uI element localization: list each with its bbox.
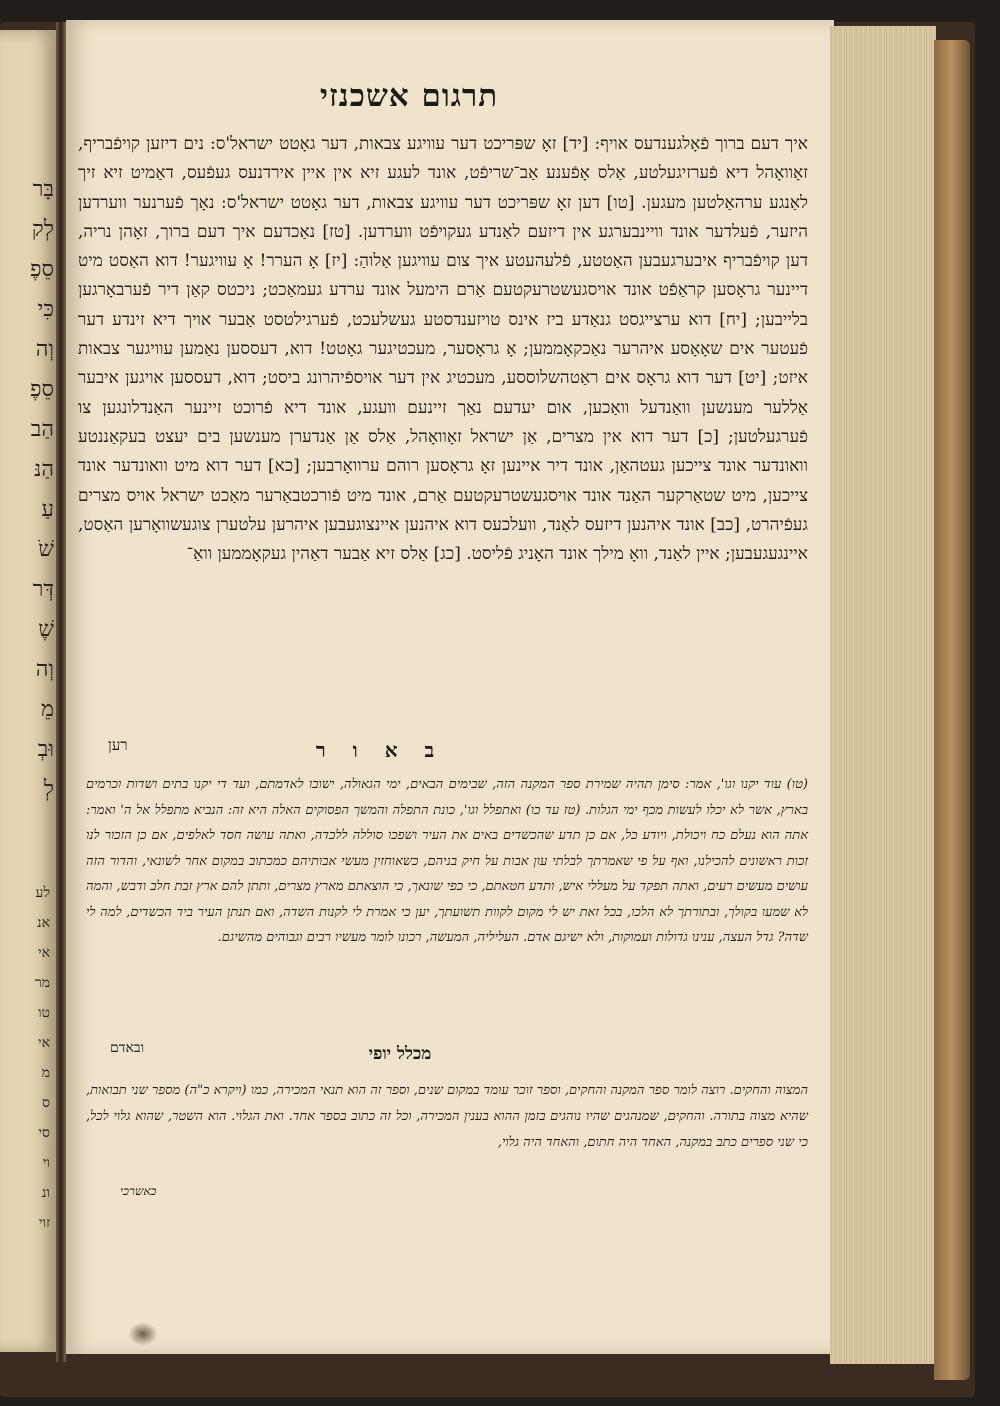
section-title-beur: ב א ו ר <box>315 738 445 762</box>
left-page <box>0 30 56 1352</box>
left-line: סֵפֶ <box>29 257 54 282</box>
catchword: כאשרכי <box>120 1184 157 1198</box>
left-line: שֶׁ <box>38 617 54 642</box>
left-line: ונ <box>41 1185 50 1201</box>
left-line: מ <box>41 1065 50 1081</box>
left-line: ס <box>42 1095 50 1111</box>
left-line: טו <box>37 1005 50 1021</box>
left-line: אי <box>37 945 50 961</box>
left-line: הַב <box>30 417 54 442</box>
left-line: וְה <box>35 337 54 362</box>
book-gutter <box>56 22 66 1362</box>
page-block-edge <box>830 26 936 1364</box>
left-line: הַנּ <box>34 457 54 482</box>
running-head: תרגום אשכנזי <box>319 78 499 114</box>
translation-text: איך דעם ברוך פֿאָלגענדעס אויף: [יד] זאָ שפּריכט דער עוויגע צבאות, דער גאָטט ישראל'ס: נים דיזען קויפֿבריף, זאָוואָהל דיא פֿערזיגעלטע, אַלס אָפֿענע אַב־שריפֿט, אונד לעגע זיא אין איין אירדנעס געפֿעס, דאַמיט זיא זיך לאַנגע ערהאַלטען מעגען. [טו] דען זאָ שפּריכט דער עוויגע צבאות, דער גאָטט ישראל'ס: נאָך פֿערנער ווערדען היזער, פֿעלדער אונד וויינבערגע אין דיזעם לאַנדע געקויפֿט ווערדען. [טז] נאַכדעם איך דעם ברוך, זאָהן נריה, דען קויפֿבריף איבערגעבען האַטטע, פֿלעהעטע איך צום עוויגען אַלוהַ: [יז] אָ הערר! אָ עוויגער! דוא האַסט מיט דיינער גראָסען קראַפֿט אונד אויסגעשטרעקטעם אַרם הימעל אונד ערדע געמאַכט; ניכטס קאַן דיר פֿערבאָרגען בלייבען; [יח] דוא ערצייגסט גנאַדע ביז אינס טויזענדסטע געשלעכט, פֿערגילטסט אַבער אויך דיא זינדע דער פֿעטער אים שאָאָסע איהרער נאַכקאָממען; אָ גראָסער, מעכטיגער גאָטט! דוא, דעססען נאַמען עוויגער צבאות איזט; [יט] דער דוא גראָס אים ראַטהשלוססע, מעכטיג אין דער אויספֿיהרונג ביסט; דוא, דעססען אויגען איבער אַללער מענשען וואַנדעל וואַכען, אום יעדעם נאַך זיינעם וועגע, אונד דיא פֿרוכט זיינער האַנדלונגען צו פֿערגעלטען; [כ] דער דוא אין מצרים, אַן ישראל זאָוואָהל, אַלס אַן אַנדערן מענשען בים יעצט בעקאַננטע וואונדער אונד צייכען געטהאַן, אונד דיר איינען זאָ גראָסען רוהם ערוואָרבען; [כא] דער דוא מיט וואונדער אונד צייכען, מיט שטאַרקער האַנד אונד אויסגעשטרעקטעם אַרם, אונד מיט פֿורכטבאַרער מאַכט ישראל אויס מצרים געפֿיהרט, [כב] אונד איהנען דיזעס לאַנד, וועלכעס דוא איהנען איינצוגעבען איהרען עלטערן צוגעשוואָרען האַסט, איינגעגעבען; איין לאַנד, וואָ מילך אונד האָניג פֿליסט. [כג] אַלס זיא אַבער דאַהין געקאָממען וואַ־ <box>78 134 808 565</box>
left-line: בָּר <box>32 177 54 202</box>
left-line: זוי <box>38 1215 50 1231</box>
left-line: סי <box>38 1125 50 1141</box>
left-line: סֵפֶ <box>29 377 54 402</box>
left-line: מר <box>34 975 50 991</box>
left-line: אנ <box>37 915 50 931</box>
section-title-michlal-yofi: מכלל יופי <box>368 1044 432 1064</box>
left-page-column-top <box>2 170 54 810</box>
left-line: אי <box>37 1035 50 1051</box>
left-line: כִּי <box>37 297 54 322</box>
left-page-column-bottom <box>2 878 50 1238</box>
catchword: ובאדם <box>110 1040 145 1056</box>
commentary-text: (טו) עוד יקנו וגו', אמר: סימן תהיה שמירת ספר המקנה הזה, שבימים הבאים, ימי הגאולה, ישובו לאדמתם, ועד די יקנו בתים ושדות וכרמים בארץ, אשר לא יכלו לעשות מכף ימי הגלות. (טז עד כו) ואתפלל וגו', כונת התפלה והמשך הפסוקים האלה היא זה: הנביא מתפלל אל ה' ואמר: אתה הוא נעלם כח ויכולת, ויודע כל, אם כן תדע שהכשדים באים את העיר ושפכו סוללה ללכדה, ואתה עושה חסד לאלפים, אם כן הזכור לנו זכות ראשונים להכילנו, ואף על פי שאמרתך לבלתי עון אבות על חיק בניהם, כשאוחזין מעשי אבותיהם כמכתוב במקום אחר לשונאי, והדור הזה עושים מעשים רעים, ואתה תפקד על מעללי איש, ותדע חטאתם, כי כפי שונאך, כי הוצאתם מארץ מצרים, ותתן להם ארץ זבת חלב ודבש, והמה לא שמעו בקולך, ובתורתך לא הלכו, בכל זאת יש לי מקום לקוות תשועתך, יען כי אמרת לי לקנות השדה, ואם תנתן העיר ביד הכשדים, למה לי שדה? גדל העצה, ענינו גדולות ועמוקות, ולא ישיגם אדם. העליליה, המעשה, רכונו לומר מעשיו רבים וגבוהים מהשיגם. <box>86 777 808 945</box>
book-cover-edge <box>934 40 970 1380</box>
michlal-yofi-text: המצוה והחקים. רוצה לומר ספר המקנה והחקים, וספר זוכר עומד במקום שנים, וספר זה הוא תנאי המכירה, כמו (ויקרא כ"ה) מספר שני תבואות, שהיא מצוה בתורה. והחקים, שמנהגים שהיו נוהגים בזמן ההוא בענין המכירה, וכל זה כתוב בספר אחד. ואת הגלוי. הוא השטר, שהוא גלוי לכל, כי שני ספרים כתב במקנה, האחד היה חתום, והאחד היה גלוי, <box>86 1083 808 1150</box>
left-line: וּבְ <box>37 737 54 762</box>
left-line: שֹׁ <box>38 537 54 562</box>
left-line: מֵ <box>40 697 54 722</box>
catchword: רען <box>108 736 128 754</box>
left-line: וְה <box>35 657 54 682</box>
left-line: וי <box>42 1155 50 1171</box>
left-line: עַ <box>41 497 54 522</box>
left-line: לְ <box>43 777 54 802</box>
left-line: דְּר <box>32 577 54 602</box>
left-line: לע <box>35 885 50 901</box>
left-line: לְק <box>31 217 54 242</box>
ink-smudge <box>128 1322 158 1346</box>
